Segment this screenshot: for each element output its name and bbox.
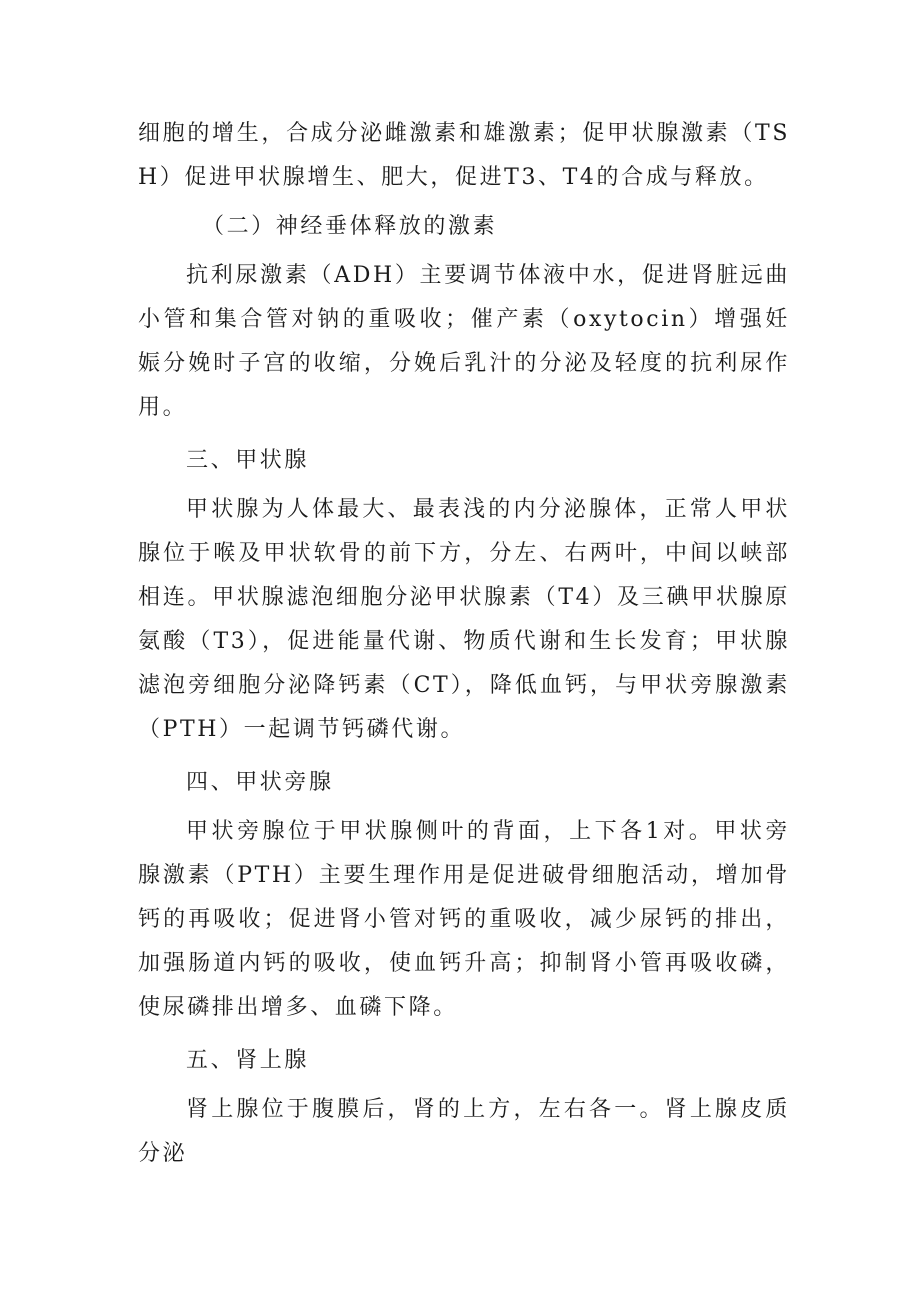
- heading-thyroid: 三、甲状腺: [186, 448, 310, 473]
- paragraph-pituitary-continuation: 细胞的增生，合成分泌雌激素和雄激素；促甲状腺激素（TSH）促进甲状腺增生、肥大，促进T3、T4的合成与释放。: [138, 121, 790, 190]
- subheading-neurohypophysis-hormones: （二）神经垂体释放的激素: [202, 214, 498, 239]
- heading-parathyroid: 四、甲状旁腺: [186, 770, 334, 795]
- paragraph-adrenal: 肾上腺位于腹膜后，肾的上方，左右各一。肾上腺皮质分泌: [138, 1097, 790, 1166]
- document-body: [138, 112, 790, 1176]
- spacer: [138, 430, 790, 439]
- spacer: [138, 1030, 790, 1039]
- paragraph-adh-oxytocin: 抗利尿激素（ADH）主要调节体液中水，促进肾脏远曲小管和集合管对钠的重吸收；催产素（oxytocin）增强妊娠分娩时子宫的收缩，分娩后乳汁的分泌及轻度的抗利尿作用。: [138, 263, 790, 420]
- heading-adrenal: 五、肾上腺: [186, 1048, 310, 1073]
- spacer: [138, 752, 790, 761]
- paragraph-thyroid: 甲状腺为人体最大、最表浅的内分泌腺体，正常人甲状腺位于喉及甲状软骨的前下方，分左、右两叶，中间以峡部相连。甲状腺滤泡细胞分泌甲状腺素（T4）及三碘甲状腺原氨酸（T3），促进能量代谢、物质代谢和生长发育；甲状腺滤泡旁细胞分泌降钙素（CT），降低血钙，与甲状旁腺激素（PTH）一起调节钙磷代谢。: [138, 497, 790, 742]
- paragraph-parathyroid: 甲状旁腺位于甲状腺侧叶的背面，上下各1对。甲状旁腺激素（PTH）主要生理作用是促进破骨细胞活动，增加骨钙的再吸收；促进肾小管对钙的重吸收，减少尿钙的排出，加强肠道内钙的吸收，使血钙升高；抑制肾小管再吸收磷，使尿磷排出增多、血磷下降。: [138, 819, 790, 1020]
